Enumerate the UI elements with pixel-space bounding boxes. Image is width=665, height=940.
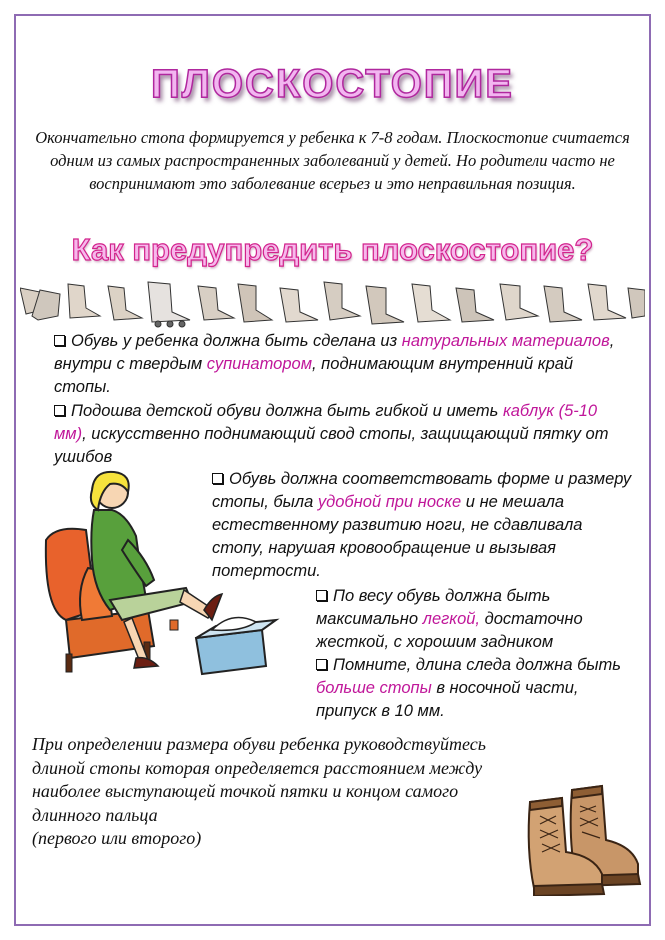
tip-4-and-5 xyxy=(316,585,636,723)
checkbox-bullet-icon xyxy=(316,659,327,670)
tip-1-highlight-1: натуральных материалов xyxy=(401,332,610,350)
tip-3-text-a: Обувь должна соответствовать форме и размеру стопы, была xyxy=(212,470,632,511)
tip-4-text-a: По весу обувь должна быть максимально xyxy=(316,587,551,628)
checkbox-bullet-icon xyxy=(316,590,327,601)
feet-illustration xyxy=(20,280,645,330)
tip-4-text-b: достаточно жесткой, с хорошим задником xyxy=(316,610,583,651)
measuring-advice-note: (первого или второго) xyxy=(32,828,202,848)
woman-trying-shoes-illustration xyxy=(36,470,298,688)
tip-1-text-c: , поднимающим внутренний край стопы. xyxy=(54,355,574,396)
tip-2-highlight-1: каблук (5-10 мм) xyxy=(54,402,598,443)
checkbox-bullet-icon xyxy=(54,405,65,416)
tip-5-text-a: Помните, длина следа должна быть xyxy=(333,656,621,674)
tip-3-highlight-1: удобной при носке xyxy=(317,493,462,511)
tip-1-text-b: , внутри с твердым xyxy=(54,332,615,373)
tip-3-text-b: и не мешала естественному развитию ноги, не сдавливала стопу, нарушая кровообращение и вызывая потертости. xyxy=(212,493,583,580)
tip-4-highlight-1: легкой, xyxy=(422,610,481,628)
tip-1-highlight-2: супинатором xyxy=(206,355,313,373)
tip-5-text-b: в носочной части, припуск в 10 мм. xyxy=(316,679,579,720)
intro-paragraph: Окончательно стопа формируется у ребенка к 7-8 годам. Плоскостопие считается одним из самых распространенных заболеваний у детей. Но родители часто не воспринимают это заболевание всерьез и это неправильная позиция. xyxy=(35,128,630,193)
tip-2 xyxy=(54,400,614,469)
page-title: ПЛОСКОСТОПИЕ xyxy=(151,62,514,106)
tip-2-text-a: Подошва детской обуви должна быть гибкой и иметь xyxy=(71,402,503,420)
checkbox-bullet-icon xyxy=(54,335,65,346)
section-subtitle: Как предупредить плоскостопие? xyxy=(71,232,594,267)
tip-5-highlight-1: больше стопы xyxy=(316,679,432,697)
tip-1-text-a: Обувь у ребенка должна быть сделана из xyxy=(71,332,402,350)
tip-2-text-b: , искусственно поднимающий свод стопы, защищающий пятку от ушибов xyxy=(54,425,609,466)
boots-illustration xyxy=(510,780,644,896)
tip-1 xyxy=(54,330,624,399)
measuring-advice-text: При определении размера обуви ребенка руководствуйтесь длиной стопы которая определяется расстоянием между наиболее выступающей точкой пятки и концом самого длинного пальца xyxy=(32,734,486,825)
measuring-advice xyxy=(32,733,502,851)
